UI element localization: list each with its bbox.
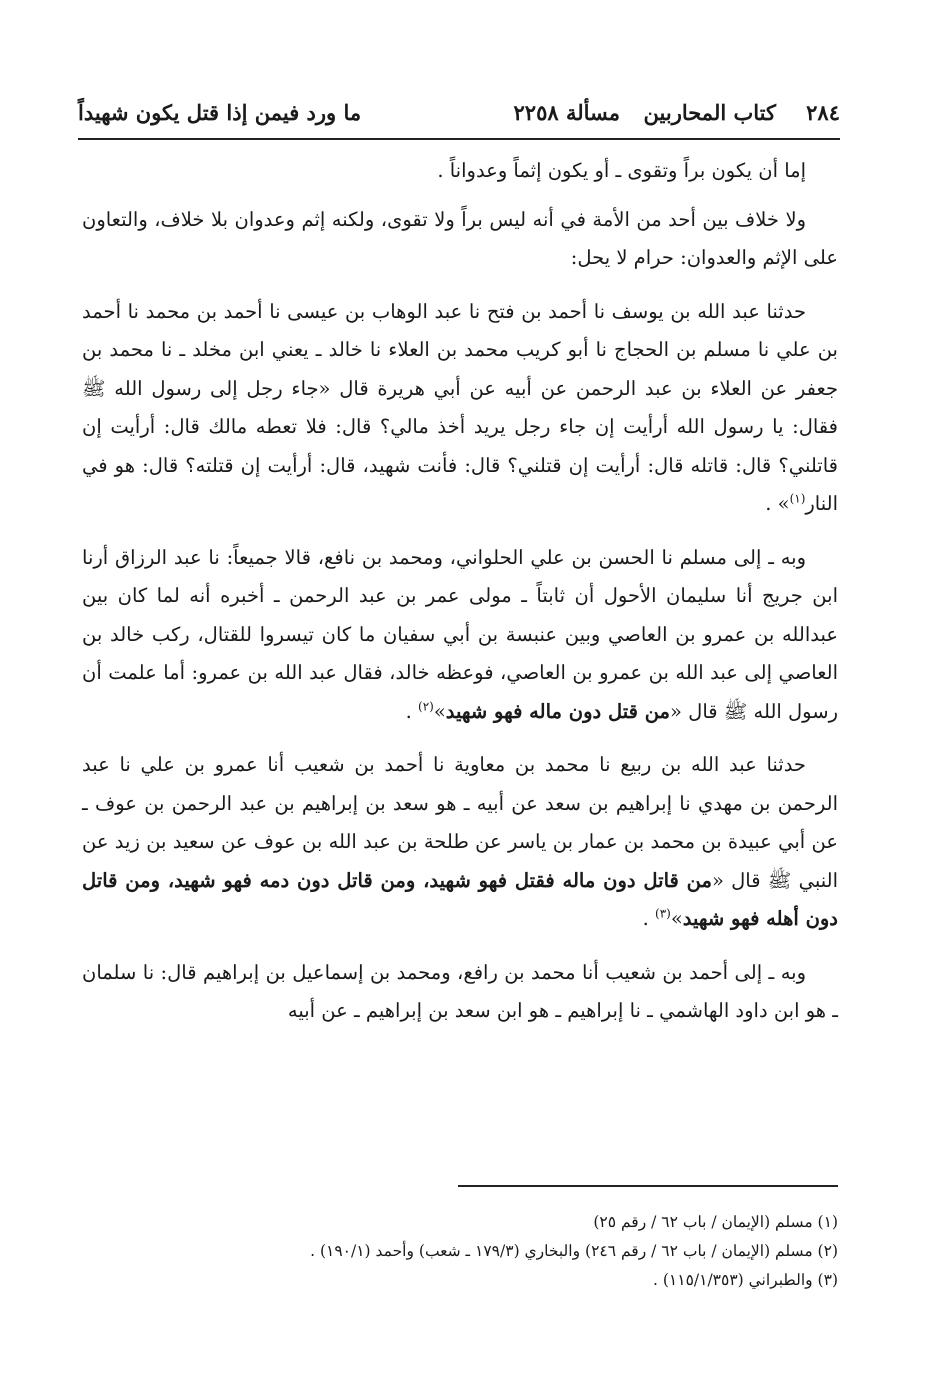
quote-close: » bbox=[670, 907, 683, 930]
paragraph-text: وبه ـ إلى مسلم نا الحسن بن علي الحلواني، ومحمد بن نافع، قالا جميعاً: نا عبد الرزاق أرنا ابن جريج أنا سليمان الأحول أن ثابتاً ـ مولى عمر بن عبد الرحمن ـ أخبره أنه لما كان بين عبدالله بن عمرو بن العاصي وبين عنبسة بن أبي سفيان ما كان تيسروا للقتال، ركب خالد بن العاصي إلى عبد الله بن عمرو بن العاصي، فوعظه خالد، فقال عبد الله بن عمرو: أما علمت أن رسول الله ﷺ قال « bbox=[82, 545, 838, 723]
quote-close: » bbox=[433, 699, 446, 723]
page-number: ٢٨٤ bbox=[806, 100, 840, 125]
paragraph-text: حدثنا عبد الله بن ربيع نا محمد بن معاوية نا أحمد بن شعيب أنا عمرو بن علي نا عبد الرحمن بن مهدي نا إبراهيم بن سعد عن أبيه ـ هو سعد بن إبراهيم بن عبد الرحمن بن عوف ـ عن أبي عبيدة بن محمد بن عمار بن ياسر عن طلحة بن عبد الله بن عوف عن سعيد بن زيد عن النبي ﷺ قال « bbox=[82, 753, 838, 892]
issue-number: مسألة ٢٢٥٨ bbox=[513, 100, 620, 125]
footnote-ref: (٢) bbox=[418, 699, 434, 713]
book-title: كتاب المحاربين bbox=[643, 100, 776, 125]
footnote: (١) مسلم (الإيمان / باب ٦٢ / رقم ٢٥) bbox=[593, 1213, 838, 1231]
hadith-quote: من قتل دون ماله فهو شهيد bbox=[445, 699, 671, 723]
footnote: (٣) والطبراني (١١٥/١/٣٥٣) . bbox=[653, 1271, 838, 1289]
paragraph-text: إما أن يكون براً وتقوى ـ أو يكون إثماً وعدواناً . bbox=[437, 159, 806, 182]
running-header bbox=[78, 98, 840, 140]
paragraph bbox=[82, 954, 838, 1031]
footnote-ref: (١) bbox=[789, 491, 806, 506]
footnotes bbox=[82, 1208, 838, 1295]
paragraph bbox=[82, 201, 838, 278]
paragraph-tail: » . bbox=[765, 492, 790, 515]
main-text bbox=[82, 152, 838, 1046]
paragraph-tail: . bbox=[642, 907, 655, 930]
paragraph-tail: . bbox=[405, 699, 418, 723]
chapter-topic: ما ورد فيمن إذا قتل يكون شهيداً bbox=[78, 100, 362, 125]
paragraph-text: ولا خلاف بين أحد من الأمة في أنه ليس براً ولا تقوى، ولكنه إثم وعدوان بلا خلاف، والتعاون على الإثم والعدوان: حرام لا يحل: bbox=[82, 207, 838, 269]
paragraph bbox=[82, 293, 838, 524]
footnote-divider bbox=[458, 1185, 838, 1187]
paragraph bbox=[82, 539, 838, 732]
paragraph bbox=[82, 152, 838, 191]
footnote: (٢) مسلم (الإيمان / باب ٦٢ / رقم ٢٤٦) والبخاري (١٧٩/٣ ـ شعب) وأحمد (١٩٠/١) . bbox=[310, 1242, 838, 1260]
paragraph-text: حدثنا عبد الله بن يوسف نا أحمد بن فتح نا عبد الوهاب بن عيسى نا أحمد بن محمد نا أحمد بن علي نا مسلم بن الحجاج نا أبو كريب محمد بن العلاء نا خالد ـ يعني ابن مخلد ـ نا محمد بن جعفر عن العلاء بن عبد الرحمن عن أبيه عن أبي هريرة قال «جاء رجل إلى رسول الله ﷺ فقال: يا رسول الله أرأيت إن جاء رجل يريد أخذ مالي؟ قال: فلا تعطه مالك قال: أرأيت إن قاتلني؟ قال: قاتله قال: أرأيت إن قتلني؟ قال: فأنت شهيد، قال: أرأيت إن قتلته؟ قال: هو في النار bbox=[82, 299, 838, 515]
paragraph bbox=[82, 746, 838, 939]
footnote-ref: (٣) bbox=[655, 906, 671, 921]
hadith-quote: من قاتل دون ماله فقتل فهو شهيد، ومن قاتل دون دمه فهو شهيد، ومن قاتل دون أهله فهو شهيد bbox=[82, 868, 838, 930]
paragraph-text: وبه ـ إلى أحمد بن شعيب أنا محمد بن رافع، ومحمد بن إسماعيل بن إبراهيم قال: نا سلمان ـ هو ابن داود الهاشمي ـ نا إبراهيم ـ هو ابن سعد بن إبراهيم ـ عن أبيه bbox=[82, 960, 838, 1022]
